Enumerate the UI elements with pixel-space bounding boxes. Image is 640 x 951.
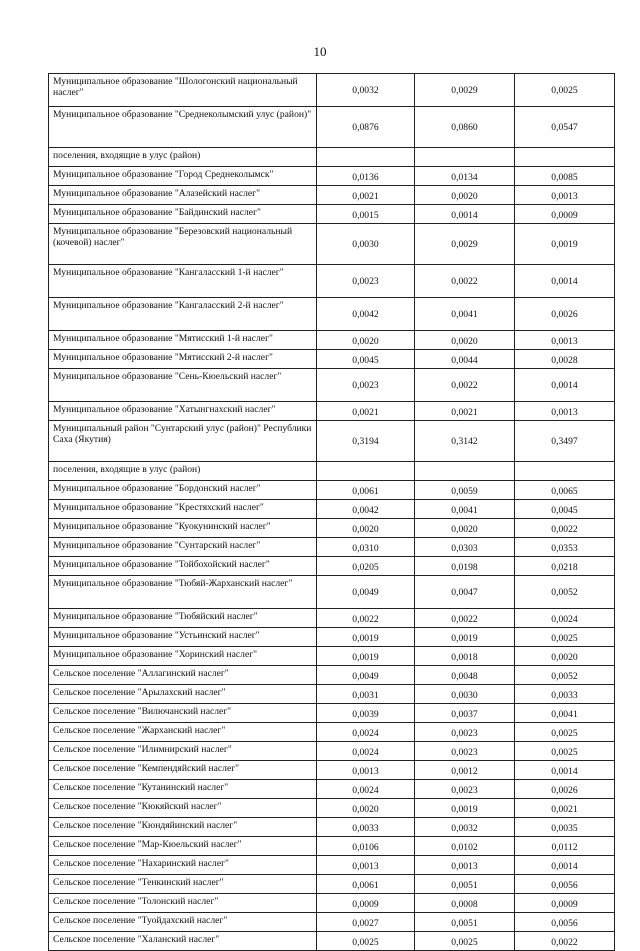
municipality-name-cell: Муниципальное образование "Кангаласский 2-й наслег" bbox=[49, 298, 317, 331]
value-cell-col2: 0,0860 bbox=[415, 107, 515, 148]
value-cell-col3: 0,0547 bbox=[515, 107, 615, 148]
value-cell-col1: 0,0022 bbox=[317, 609, 415, 628]
value-cell-col3: 0,0013 bbox=[515, 402, 615, 421]
value-cell-col3: 0,0218 bbox=[515, 557, 615, 576]
municipality-name-cell: Муниципальное образование "Кангаласский 1-й наслег" bbox=[49, 265, 317, 298]
table-row bbox=[49, 107, 615, 148]
table-row bbox=[49, 704, 615, 723]
municipality-name-cell: Муниципальное образование "Куокунинский наслег" bbox=[49, 519, 317, 538]
value-cell-col3: 0,0025 bbox=[515, 723, 615, 742]
municipality-name-cell: Муниципальное образование "Березовский национальный (кочевой) наслег" bbox=[49, 224, 317, 265]
value-cell-col2: 0,0022 bbox=[415, 609, 515, 628]
value-cell-col1: 0,0039 bbox=[317, 704, 415, 723]
value-cell-col3: 0,0052 bbox=[515, 576, 615, 609]
municipality-name-cell: Муниципальное образование "Хатынгнахский наслег" bbox=[49, 402, 317, 421]
page-number: 10 bbox=[313, 44, 327, 59]
table-row bbox=[49, 557, 615, 576]
table-row bbox=[49, 350, 615, 369]
table-row bbox=[49, 224, 615, 265]
value-cell-col1: 0,0136 bbox=[317, 167, 415, 186]
value-cell-col2: 0,3142 bbox=[415, 421, 515, 462]
value-cell-col2: 0,0021 bbox=[415, 402, 515, 421]
municipality-name-cell: Муниципальное образование "Устьинский наслег" bbox=[49, 628, 317, 647]
table-row bbox=[49, 421, 615, 462]
value-cell-col2: 0,0022 bbox=[415, 369, 515, 402]
municipality-name-cell: Сельское поселение "Вилючанский наслег" bbox=[49, 704, 317, 723]
municipality-name-cell: Сельское поселение "Туойдахский наслег" bbox=[49, 913, 317, 932]
value-cell-col3: 0,0112 bbox=[515, 837, 615, 856]
value-cell-col2: 0,0018 bbox=[415, 647, 515, 666]
municipality-name-cell: Муниципальное образование "Город Среднеколымск" bbox=[49, 167, 317, 186]
value-cell-col3: 0,0085 bbox=[515, 167, 615, 186]
value-cell-col3: 0,0028 bbox=[515, 350, 615, 369]
value-cell-col1: 0,0049 bbox=[317, 576, 415, 609]
table-row bbox=[49, 723, 615, 742]
value-cell-col3: 0,0035 bbox=[515, 818, 615, 837]
value-cell-col3: 0,0065 bbox=[515, 481, 615, 500]
value-cell-col2: 0,0048 bbox=[415, 666, 515, 685]
table-row bbox=[49, 818, 615, 837]
table-row bbox=[49, 647, 615, 666]
table-row bbox=[49, 519, 615, 538]
value-cell-col3: 0,0024 bbox=[515, 609, 615, 628]
value-cell-col2: 0,0041 bbox=[415, 298, 515, 331]
table-row bbox=[49, 538, 615, 557]
value-cell-col2 bbox=[415, 148, 515, 167]
value-cell-col1: 0,0013 bbox=[317, 761, 415, 780]
value-cell-col1: 0,0032 bbox=[317, 74, 415, 107]
value-cell-col1: 0,0030 bbox=[317, 224, 415, 265]
table-row bbox=[49, 331, 615, 350]
value-cell-col1: 0,0031 bbox=[317, 685, 415, 704]
table-body bbox=[49, 74, 615, 951]
value-cell-col3: 0,0025 bbox=[515, 742, 615, 761]
value-cell-col1: 0,3194 bbox=[317, 421, 415, 462]
table-row bbox=[49, 913, 615, 932]
table-row bbox=[49, 298, 615, 331]
value-cell-col1: 0,0027 bbox=[317, 913, 415, 932]
value-cell-col1: 0,0009 bbox=[317, 894, 415, 913]
value-cell-col3: 0,0014 bbox=[515, 856, 615, 875]
municipality-name-cell: поселения, входящие в улус (район) bbox=[49, 148, 317, 167]
table-row bbox=[49, 628, 615, 647]
value-cell-col2: 0,0102 bbox=[415, 837, 515, 856]
value-cell-col2: 0,0013 bbox=[415, 856, 515, 875]
municipality-name-cell: Муниципальное образование "Шологонский национальный наслег" bbox=[49, 74, 317, 107]
value-cell-col2: 0,0029 bbox=[415, 74, 515, 107]
table-row bbox=[49, 780, 615, 799]
table-row bbox=[49, 576, 615, 609]
value-cell-col1: 0,0020 bbox=[317, 799, 415, 818]
table-row bbox=[49, 609, 615, 628]
municipality-name-cell: Муниципальное образование "Мятисский 1-й наслег" bbox=[49, 331, 317, 350]
value-cell-col3: 0,0009 bbox=[515, 894, 615, 913]
table-row bbox=[49, 837, 615, 856]
value-cell-col2: 0,0019 bbox=[415, 799, 515, 818]
value-cell-col3: 0,0026 bbox=[515, 298, 615, 331]
municipality-name-cell: Сельское поселение "Илимнирский наслег" bbox=[49, 742, 317, 761]
value-cell-col3: 0,0020 bbox=[515, 647, 615, 666]
value-cell-col3: 0,0014 bbox=[515, 761, 615, 780]
value-cell-col1: 0,0013 bbox=[317, 856, 415, 875]
value-cell-col2: 0,0303 bbox=[415, 538, 515, 557]
value-cell-col2: 0,0025 bbox=[415, 932, 515, 951]
value-cell-col3: 0,0026 bbox=[515, 780, 615, 799]
municipality-name-cell: Сельское поселение "Халанский наслег" bbox=[49, 932, 317, 951]
table-row bbox=[49, 148, 615, 167]
municipality-name-cell: Сельское поселение "Кутанинский наслег" bbox=[49, 780, 317, 799]
table-row bbox=[49, 856, 615, 875]
table-row bbox=[49, 500, 615, 519]
municipality-name-cell: Муниципальное образование "Мятисский 2-й наслег" bbox=[49, 350, 317, 369]
value-cell-col2: 0,0020 bbox=[415, 519, 515, 538]
municipality-name-cell: Муниципальное образование "Тойбохойский наслег" bbox=[49, 557, 317, 576]
municipality-name-cell: поселения, входящие в улус (район) bbox=[49, 462, 317, 481]
value-cell-col3 bbox=[515, 462, 615, 481]
value-cell-col2: 0,0044 bbox=[415, 350, 515, 369]
value-cell-col1: 0,0876 bbox=[317, 107, 415, 148]
municipality-name-cell: Муниципальное образование "Тюбяйский наслег" bbox=[49, 609, 317, 628]
municipality-name-cell: Муниципальное образование "Сень-Кюельский наслег" bbox=[49, 369, 317, 402]
value-cell-col2 bbox=[415, 462, 515, 481]
municipality-name-cell: Муниципальное образование "Среднеколымский улус (район)" bbox=[49, 107, 317, 148]
value-cell-col2: 0,0023 bbox=[415, 742, 515, 761]
value-cell-col1: 0,0024 bbox=[317, 723, 415, 742]
value-cell-col3: 0,3497 bbox=[515, 421, 615, 462]
value-cell-col3: 0,0013 bbox=[515, 331, 615, 350]
municipality-name-cell: Муниципальное образование "Сунтарский наслег" bbox=[49, 538, 317, 557]
value-cell-col2: 0,0008 bbox=[415, 894, 515, 913]
value-cell-col2: 0,0037 bbox=[415, 704, 515, 723]
municipality-name-cell: Муниципальное образование "Алазейский наслег" bbox=[49, 186, 317, 205]
value-cell-col1: 0,0310 bbox=[317, 538, 415, 557]
value-cell-col1: 0,0061 bbox=[317, 481, 415, 500]
table-row bbox=[49, 205, 615, 224]
value-cell-col1 bbox=[317, 148, 415, 167]
value-cell-col2: 0,0051 bbox=[415, 913, 515, 932]
municipality-name-cell: Муниципальное образование "Крестяхский наслег" bbox=[49, 500, 317, 519]
table-row bbox=[49, 666, 615, 685]
municipality-name-cell: Муниципальное образование "Бордонский наслег" bbox=[49, 481, 317, 500]
table-row bbox=[49, 932, 615, 951]
value-cell-col1: 0,0019 bbox=[317, 628, 415, 647]
value-cell-col1: 0,0033 bbox=[317, 818, 415, 837]
table-row bbox=[49, 265, 615, 298]
municipality-name-cell: Муниципальное образование "Тюбяй-Жарханский наслег" bbox=[49, 576, 317, 609]
municipality-name-cell: Муниципальное образование "Хоринский наслег" bbox=[49, 647, 317, 666]
value-cell-col1: 0,0205 bbox=[317, 557, 415, 576]
value-cell-col3: 0,0014 bbox=[515, 265, 615, 298]
value-cell-col3: 0,0056 bbox=[515, 875, 615, 894]
value-cell-col1: 0,0020 bbox=[317, 519, 415, 538]
value-cell-col3: 0,0056 bbox=[515, 913, 615, 932]
value-cell-col3: 0,0021 bbox=[515, 799, 615, 818]
table-row bbox=[49, 369, 615, 402]
value-cell-col3: 0,0045 bbox=[515, 500, 615, 519]
value-cell-col2: 0,0032 bbox=[415, 818, 515, 837]
value-cell-col1: 0,0015 bbox=[317, 205, 415, 224]
municipality-name-cell: Сельское поселение "Мар-Кюельский наслег" bbox=[49, 837, 317, 856]
value-cell-col1: 0,0019 bbox=[317, 647, 415, 666]
value-cell-col1: 0,0061 bbox=[317, 875, 415, 894]
value-cell-col2: 0,0198 bbox=[415, 557, 515, 576]
value-cell-col3: 0,0014 bbox=[515, 369, 615, 402]
value-cell-col2: 0,0020 bbox=[415, 331, 515, 350]
value-cell-col1: 0,0024 bbox=[317, 780, 415, 799]
table-row bbox=[49, 685, 615, 704]
value-cell-col2: 0,0030 bbox=[415, 685, 515, 704]
table-row bbox=[49, 186, 615, 205]
municipality-name-cell: Сельское поселение "Толонский наслег" bbox=[49, 894, 317, 913]
value-cell-col2: 0,0020 bbox=[415, 186, 515, 205]
distribution-table bbox=[48, 73, 615, 951]
municipality-name-cell: Сельское поселение "Кемпендяйский наслег" bbox=[49, 761, 317, 780]
value-cell-col3: 0,0025 bbox=[515, 74, 615, 107]
value-cell-col1: 0,0021 bbox=[317, 186, 415, 205]
value-cell-col3: 0,0052 bbox=[515, 666, 615, 685]
value-cell-col3: 0,0041 bbox=[515, 704, 615, 723]
value-cell-col3: 0,0022 bbox=[515, 519, 615, 538]
value-cell-col1: 0,0024 bbox=[317, 742, 415, 761]
value-cell-col3: 0,0353 bbox=[515, 538, 615, 557]
table-row bbox=[49, 402, 615, 421]
value-cell-col3: 0,0022 bbox=[515, 932, 615, 951]
value-cell-col2: 0,0047 bbox=[415, 576, 515, 609]
table-row bbox=[49, 481, 615, 500]
table-row bbox=[49, 894, 615, 913]
municipality-name-cell: Сельское поселение "Кюкяйский наслег" bbox=[49, 799, 317, 818]
table-row bbox=[49, 799, 615, 818]
value-cell-col2: 0,0029 bbox=[415, 224, 515, 265]
value-cell-col1: 0,0042 bbox=[317, 500, 415, 519]
value-cell-col1: 0,0106 bbox=[317, 837, 415, 856]
value-cell-col2: 0,0023 bbox=[415, 780, 515, 799]
municipality-name-cell: Сельское поселение "Нахаринский наслег" bbox=[49, 856, 317, 875]
municipality-name-cell: Сельское поселение "Аллагинский наслег" bbox=[49, 666, 317, 685]
value-cell-col2: 0,0041 bbox=[415, 500, 515, 519]
value-cell-col2: 0,0019 bbox=[415, 628, 515, 647]
value-cell-col1: 0,0045 bbox=[317, 350, 415, 369]
value-cell-col3: 0,0009 bbox=[515, 205, 615, 224]
table-row bbox=[49, 167, 615, 186]
value-cell-col3: 0,0019 bbox=[515, 224, 615, 265]
value-cell-col1: 0,0023 bbox=[317, 369, 415, 402]
value-cell-col1: 0,0049 bbox=[317, 666, 415, 685]
value-cell-col1: 0,0042 bbox=[317, 298, 415, 331]
value-cell-col2: 0,0012 bbox=[415, 761, 515, 780]
municipality-name-cell: Сельское поселение "Арылахский наслег" bbox=[49, 685, 317, 704]
table-row bbox=[49, 462, 615, 481]
value-cell-col2: 0,0134 bbox=[415, 167, 515, 186]
value-cell-col1: 0,0021 bbox=[317, 402, 415, 421]
value-cell-col3: 0,0025 bbox=[515, 628, 615, 647]
value-cell-col1 bbox=[317, 462, 415, 481]
municipality-name-cell: Муниципальное образование "Байдинский наслег" bbox=[49, 205, 317, 224]
value-cell-col2: 0,0022 bbox=[415, 265, 515, 298]
value-cell-col2: 0,0023 bbox=[415, 723, 515, 742]
municipality-name-cell: Сельское поселение "Кюндяйинский наслег" bbox=[49, 818, 317, 837]
value-cell-col3: 0,0033 bbox=[515, 685, 615, 704]
municipality-name-cell: Муниципальный район "Сунтарский улус (район)" Республики Саха (Якутия) bbox=[49, 421, 317, 462]
municipality-name-cell: Сельское поселение "Тенкинский наслег" bbox=[49, 875, 317, 894]
value-cell-col1: 0,0025 bbox=[317, 932, 415, 951]
value-cell-col3 bbox=[515, 148, 615, 167]
table-row bbox=[49, 761, 615, 780]
value-cell-col2: 0,0014 bbox=[415, 205, 515, 224]
value-cell-col2: 0,0059 bbox=[415, 481, 515, 500]
value-cell-col1: 0,0020 bbox=[317, 331, 415, 350]
table-row bbox=[49, 742, 615, 761]
value-cell-col3: 0,0013 bbox=[515, 186, 615, 205]
table-row bbox=[49, 74, 615, 107]
table-row bbox=[49, 875, 615, 894]
value-cell-col2: 0,0051 bbox=[415, 875, 515, 894]
municipality-name-cell: Сельское поселение "Жарханский наслег" bbox=[49, 723, 317, 742]
value-cell-col1: 0,0023 bbox=[317, 265, 415, 298]
